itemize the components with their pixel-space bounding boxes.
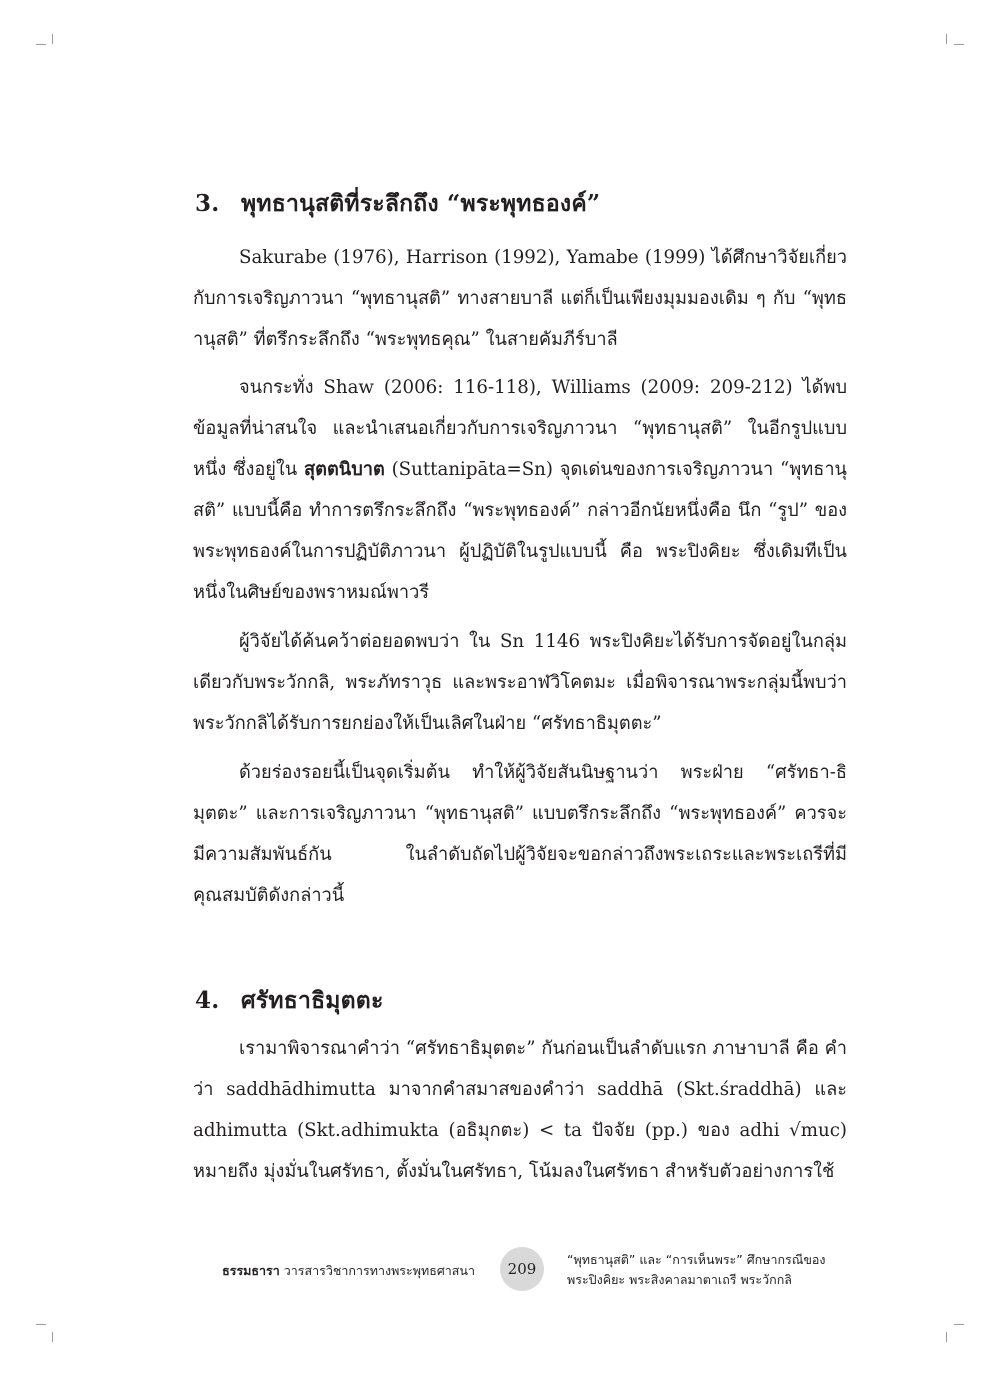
journal-name: ธรรมธารา	[222, 1263, 280, 1278]
paragraph	[193, 621, 847, 744]
page-number: 209	[500, 1247, 544, 1291]
crop-mark	[954, 1324, 964, 1325]
article-title-line: พระปิงคิยะ พระสิงคาลมาตาเถรี พระวักกลิ	[567, 1272, 792, 1287]
page-footer	[0, 1244, 1000, 1304]
crop-mark	[52, 1332, 53, 1342]
paragraph-text: ด้วยร่องรอยนี้เป็นจุดเริ่มต้น ทำให้ผู้วิจัยสันนิษฐานว่า พระฝ่าย “ศรัทธา-ธิมุตตะ” และการเจริญภาวนา “พุทธานุสติ” แบบตรึกระลึกถึง “พระพุทธองค์” ควรจะมีความสัมพันธ์กัน ในลำดับถัดไปผู้วิจัยจะขอกล่าวถึงพระเถระและพระเถรีที่มีคุณสมบัติดังกล่าวนี้	[193, 762, 847, 906]
section-title: ศรัทธาธิมุตตะ	[241, 987, 384, 1014]
crop-mark	[946, 34, 947, 44]
bold-term: สุตตนิบาต	[304, 459, 385, 480]
section-number: 4.	[195, 987, 220, 1014]
crop-mark	[36, 44, 46, 45]
paragraph	[193, 1028, 847, 1192]
paragraph-text: เรามาพิจารณาคำว่า “ศรัทธาธิมุตตะ” กันก่อนเป็นลำดับแรก ภาษาบาลี คือ คำว่า saddhādhimutta มาจากคำสมาสของคำว่า saddhā (Skt.śraddhā) และ adhimutta (Skt.adhimukta (อธิมุกตะ) < ta ปัจจัย (pp.) ของ adhi √muc) หมายถึง มุ่งมั่นในศรัทธา, ตั้งมั่นในศรัทธา, โน้มลงในศรัทธา สำหรับตัวอย่างการใช้	[193, 1038, 847, 1182]
paragraph-text: จนกระทั่ง Shaw (2006: 116-118), Williams (2009: 209-212) ได้พบ	[239, 377, 847, 398]
paragraph	[193, 237, 847, 360]
paragraph-text: ผู้วิจัยได้ค้นคว้าต่อยอดพบว่า ใน Sn 1146 พระปิงคิยะได้รับการจัดอยู่ในกลุ่มเดียวกับพระวักกลิ, พระภัทราวุธ และพระอาฬวิโคตมะ เมื่อพิจารณาพระกลุ่มนี้พบว่า พระวักกลิได้รับการยกย่องให้เป็นเลิศในฝ่าย “ศรัทธาธิมุตตะ”	[193, 631, 847, 734]
paragraph-text: ข้อมูลที่น่าสนใจ และนำเสนอเกี่ยวกับการเจริญภาวนา “พุทธานุสติ” ในอีกรูปแบบหนึ่ง ซึ่งอยู่ใน	[193, 418, 847, 480]
crop-mark	[946, 1332, 947, 1342]
crop-mark	[954, 44, 964, 45]
crop-mark	[52, 34, 53, 44]
paragraph	[193, 752, 847, 916]
article-title-line: “พุทธานุสติ” และ “การเห็นพระ” ศึกษากรณีของ	[567, 1252, 826, 1267]
journal-title	[222, 1261, 475, 1281]
article-title	[567, 1250, 826, 1290]
section-4-heading	[195, 983, 384, 1019]
paragraph	[193, 367, 847, 613]
section-title: พุทธานุสติที่ระลึกถึง “พระพุทธองค์”	[241, 190, 601, 217]
journal-subtitle: วารสารวิชาการทางพระพุทธศาสนา	[279, 1263, 475, 1278]
section-3-heading	[195, 186, 600, 222]
section-number: 3.	[195, 190, 220, 217]
paragraph-text: Sakurabe (1976), Harrison (1992), Yamabe (1999) ได้ศึกษาวิจัยเกี่ยวกับการเจริญภาวนา “พุทธานุสติ” ทางสายบาลี แต่ก็เป็นเพียงมุมมองเดิม ๆ กับ “พุทธานุสติ” ที่ตรึกระลึกถึง “พระพุทธคุณ” ในสายคัมภีร์บาลี	[193, 247, 847, 350]
crop-mark	[36, 1324, 46, 1325]
paragraph-text: (Suttanipāta=Sn) จุดเด่นของการเจริญภาวนา “พุทธานุสติ” แบบนี้คือ ทำการตรึกระลึกถึง “พระพุทธองค์” กล่าวอีกนัยหนึ่งคือ นึก “รูป” ของพระพุทธองค์ในการปฏิบัติภาวนา ผู้ปฏิบัติในรูปแบบนี้ คือ พระปิงคิยะ ซึ่งเดิมทีเป็นหนึ่งในศิษย์ของพราหมณ์พาวรี	[193, 459, 847, 603]
